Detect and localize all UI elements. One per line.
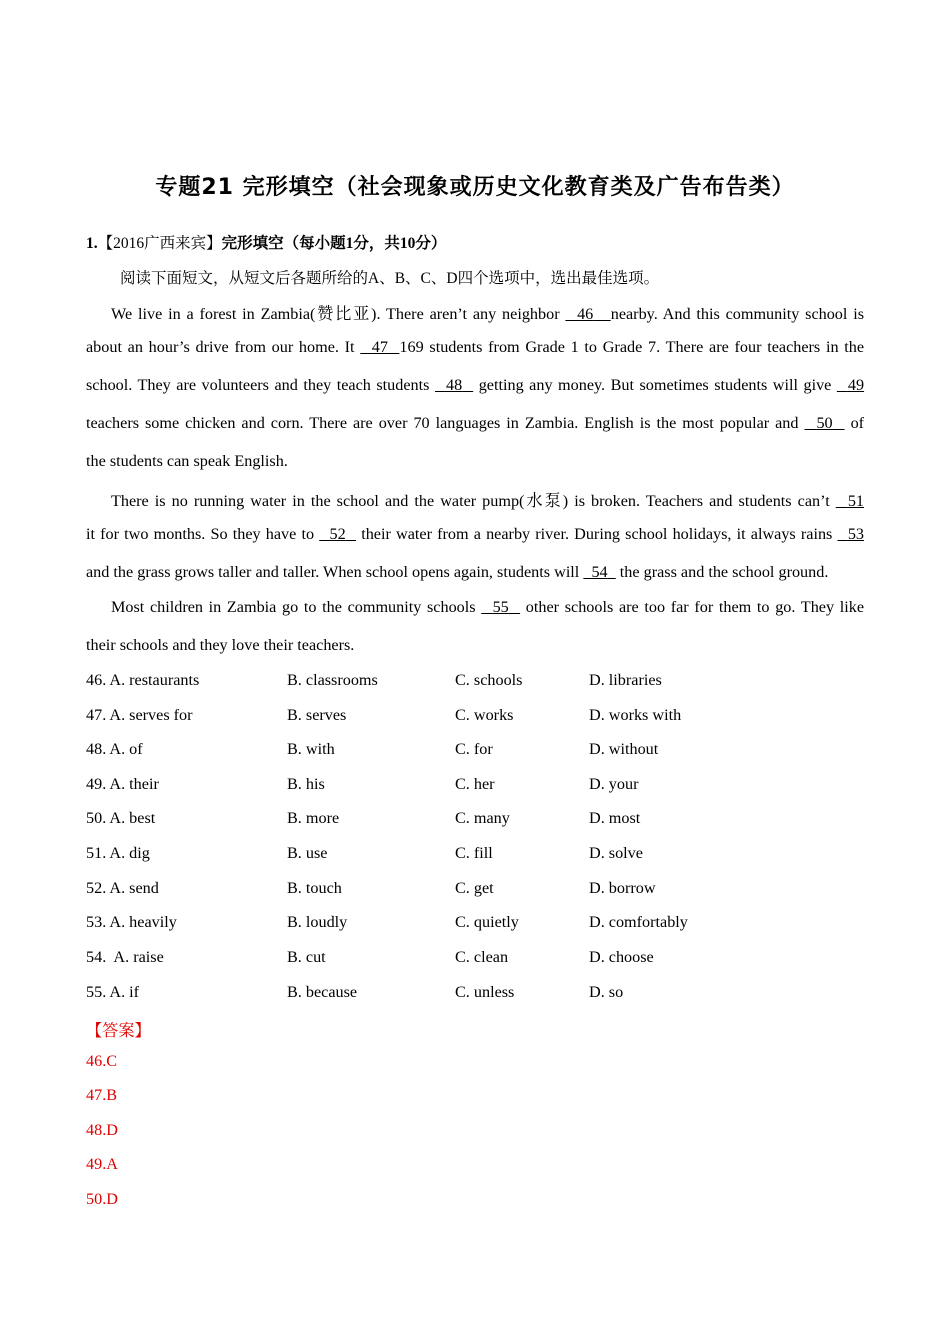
option-d[interactable]: D. your — [589, 775, 639, 793]
option-b[interactable]: B. loudly — [287, 913, 348, 931]
blank-54: 54 — [591, 563, 608, 581]
option-a[interactable]: 49. A. their — [86, 775, 159, 793]
blank-49: 49 — [847, 376, 865, 394]
option-row — [86, 844, 786, 866]
option-row — [86, 740, 786, 762]
passage-line: There is no running water in the school and the water pump(水泵) is broken. Teachers and students can’t 51 — [111, 492, 865, 510]
question-source: 【2016广西来宾】 — [97, 235, 222, 252]
option-c[interactable]: C. unless — [455, 983, 515, 1001]
answer-item: 47.B — [86, 1086, 118, 1104]
option-d[interactable]: D. libraries — [589, 671, 662, 689]
option-d[interactable]: D. choose — [589, 948, 654, 966]
blank-53: 53 — [847, 525, 865, 543]
answer-item: 49.A — [86, 1155, 118, 1173]
option-b[interactable]: B. cut — [287, 948, 326, 966]
option-d[interactable]: D. so — [589, 983, 624, 1001]
option-row — [86, 948, 786, 970]
question-heading: 完形填空（每小题1分，共10分） — [221, 235, 447, 252]
option-b[interactable]: B. serves — [287, 706, 347, 724]
passage-line: teachers some chicken and corn. There are over 70 languages in Zambia. English is the most popular and 50 of — [86, 414, 865, 432]
passage-line: the students can speak English. — [86, 452, 288, 470]
passage-line: and the grass grows taller and taller. When school opens again, students will 54 the grass and the school ground. — [86, 563, 829, 581]
option-d[interactable]: D. most — [589, 809, 641, 827]
option-d[interactable]: D. comfortably — [589, 913, 688, 931]
option-c[interactable]: C. fill — [455, 844, 493, 862]
option-row — [86, 983, 786, 1005]
blank-55: 55 — [492, 598, 509, 616]
option-c[interactable]: C. her — [455, 775, 495, 793]
answer-item: 46.C — [86, 1052, 118, 1070]
option-row — [86, 671, 786, 693]
option-row — [86, 809, 786, 831]
option-a[interactable]: 55. A. if — [86, 983, 140, 1001]
option-row — [86, 913, 786, 935]
option-c[interactable]: C. quietly — [455, 913, 519, 931]
passage-line: it for two months. So they have to 52 their water from a nearby river. During school holidays, it always rains 53 — [86, 525, 865, 543]
passage-line: their schools and they love their teachers. — [86, 636, 355, 654]
blank-46: 46 — [577, 305, 594, 323]
passage-line: Most children in Zambia go to the community schools 55 other schools are too far for them to go. They like — [111, 598, 865, 616]
option-c[interactable]: C. many — [455, 809, 510, 827]
question-number: 1. — [86, 235, 98, 252]
option-c[interactable]: C. clean — [455, 948, 509, 966]
blank-51: 51 — [847, 492, 865, 510]
blank-52: 52 — [329, 525, 346, 543]
passage-line: We live in a forest in Zambia(赞比亚). There aren’t any neighbor 46 nearby. And this community school is — [111, 305, 865, 323]
answer-item: 48.D — [86, 1121, 118, 1139]
passage-line: about an hour’s drive from our home. It 47 169 students from Grade 1 to Grade 7. There are four teachers in the — [86, 338, 865, 356]
option-a[interactable]: 51. A. dig — [86, 844, 150, 862]
option-a[interactable]: 52. A. send — [86, 879, 159, 897]
option-d[interactable]: D. without — [589, 740, 659, 758]
option-b[interactable]: B. more — [287, 809, 340, 827]
option-b[interactable]: B. because — [287, 983, 358, 1001]
instruction: 阅读下面短文，从短文后各题所给的A、B、C、D四个选项中，选出最佳选项。 — [120, 270, 660, 287]
option-d[interactable]: D. works with — [589, 706, 682, 724]
option-row — [86, 706, 786, 728]
option-a[interactable]: 48. A. of — [86, 740, 143, 758]
option-b[interactable]: B. use — [287, 844, 328, 862]
option-c[interactable]: C. schools — [455, 671, 523, 689]
passage-line: school. They are volunteers and they teach students 48 getting any money. But sometimes students will give 49 — [86, 376, 865, 394]
blank-50: 50 — [816, 414, 833, 432]
option-a[interactable]: 46. A. restaurants — [86, 671, 200, 689]
blank-47: 47 — [371, 338, 388, 356]
option-a[interactable]: 53. A. heavily — [86, 913, 177, 931]
option-a[interactable]: 47. A. serves for — [86, 706, 193, 724]
option-b[interactable]: B. with — [287, 740, 335, 758]
option-a[interactable]: 50. A. best — [86, 809, 156, 827]
option-c[interactable]: C. get — [455, 879, 494, 897]
question-header — [86, 231, 446, 253]
option-b[interactable]: B. classrooms — [287, 671, 378, 689]
answer-item: 50.D — [86, 1190, 118, 1208]
answer-label: 【答案】 — [86, 1022, 151, 1040]
option-row — [86, 775, 786, 797]
blank-48: 48 — [445, 376, 463, 394]
option-b[interactable]: B. touch — [287, 879, 342, 897]
option-c[interactable]: C. works — [455, 706, 514, 724]
option-c[interactable]: C. for — [455, 740, 493, 758]
option-d[interactable]: D. borrow — [589, 879, 656, 897]
page-title: 专题21 完形填空（社会现象或历史文化教育类及广告布告类） — [155, 175, 795, 200]
option-a[interactable]: 54. A. raise — [86, 948, 164, 966]
option-d[interactable]: D. solve — [589, 844, 643, 862]
option-b[interactable]: B. his — [287, 775, 325, 793]
option-row — [86, 879, 786, 901]
